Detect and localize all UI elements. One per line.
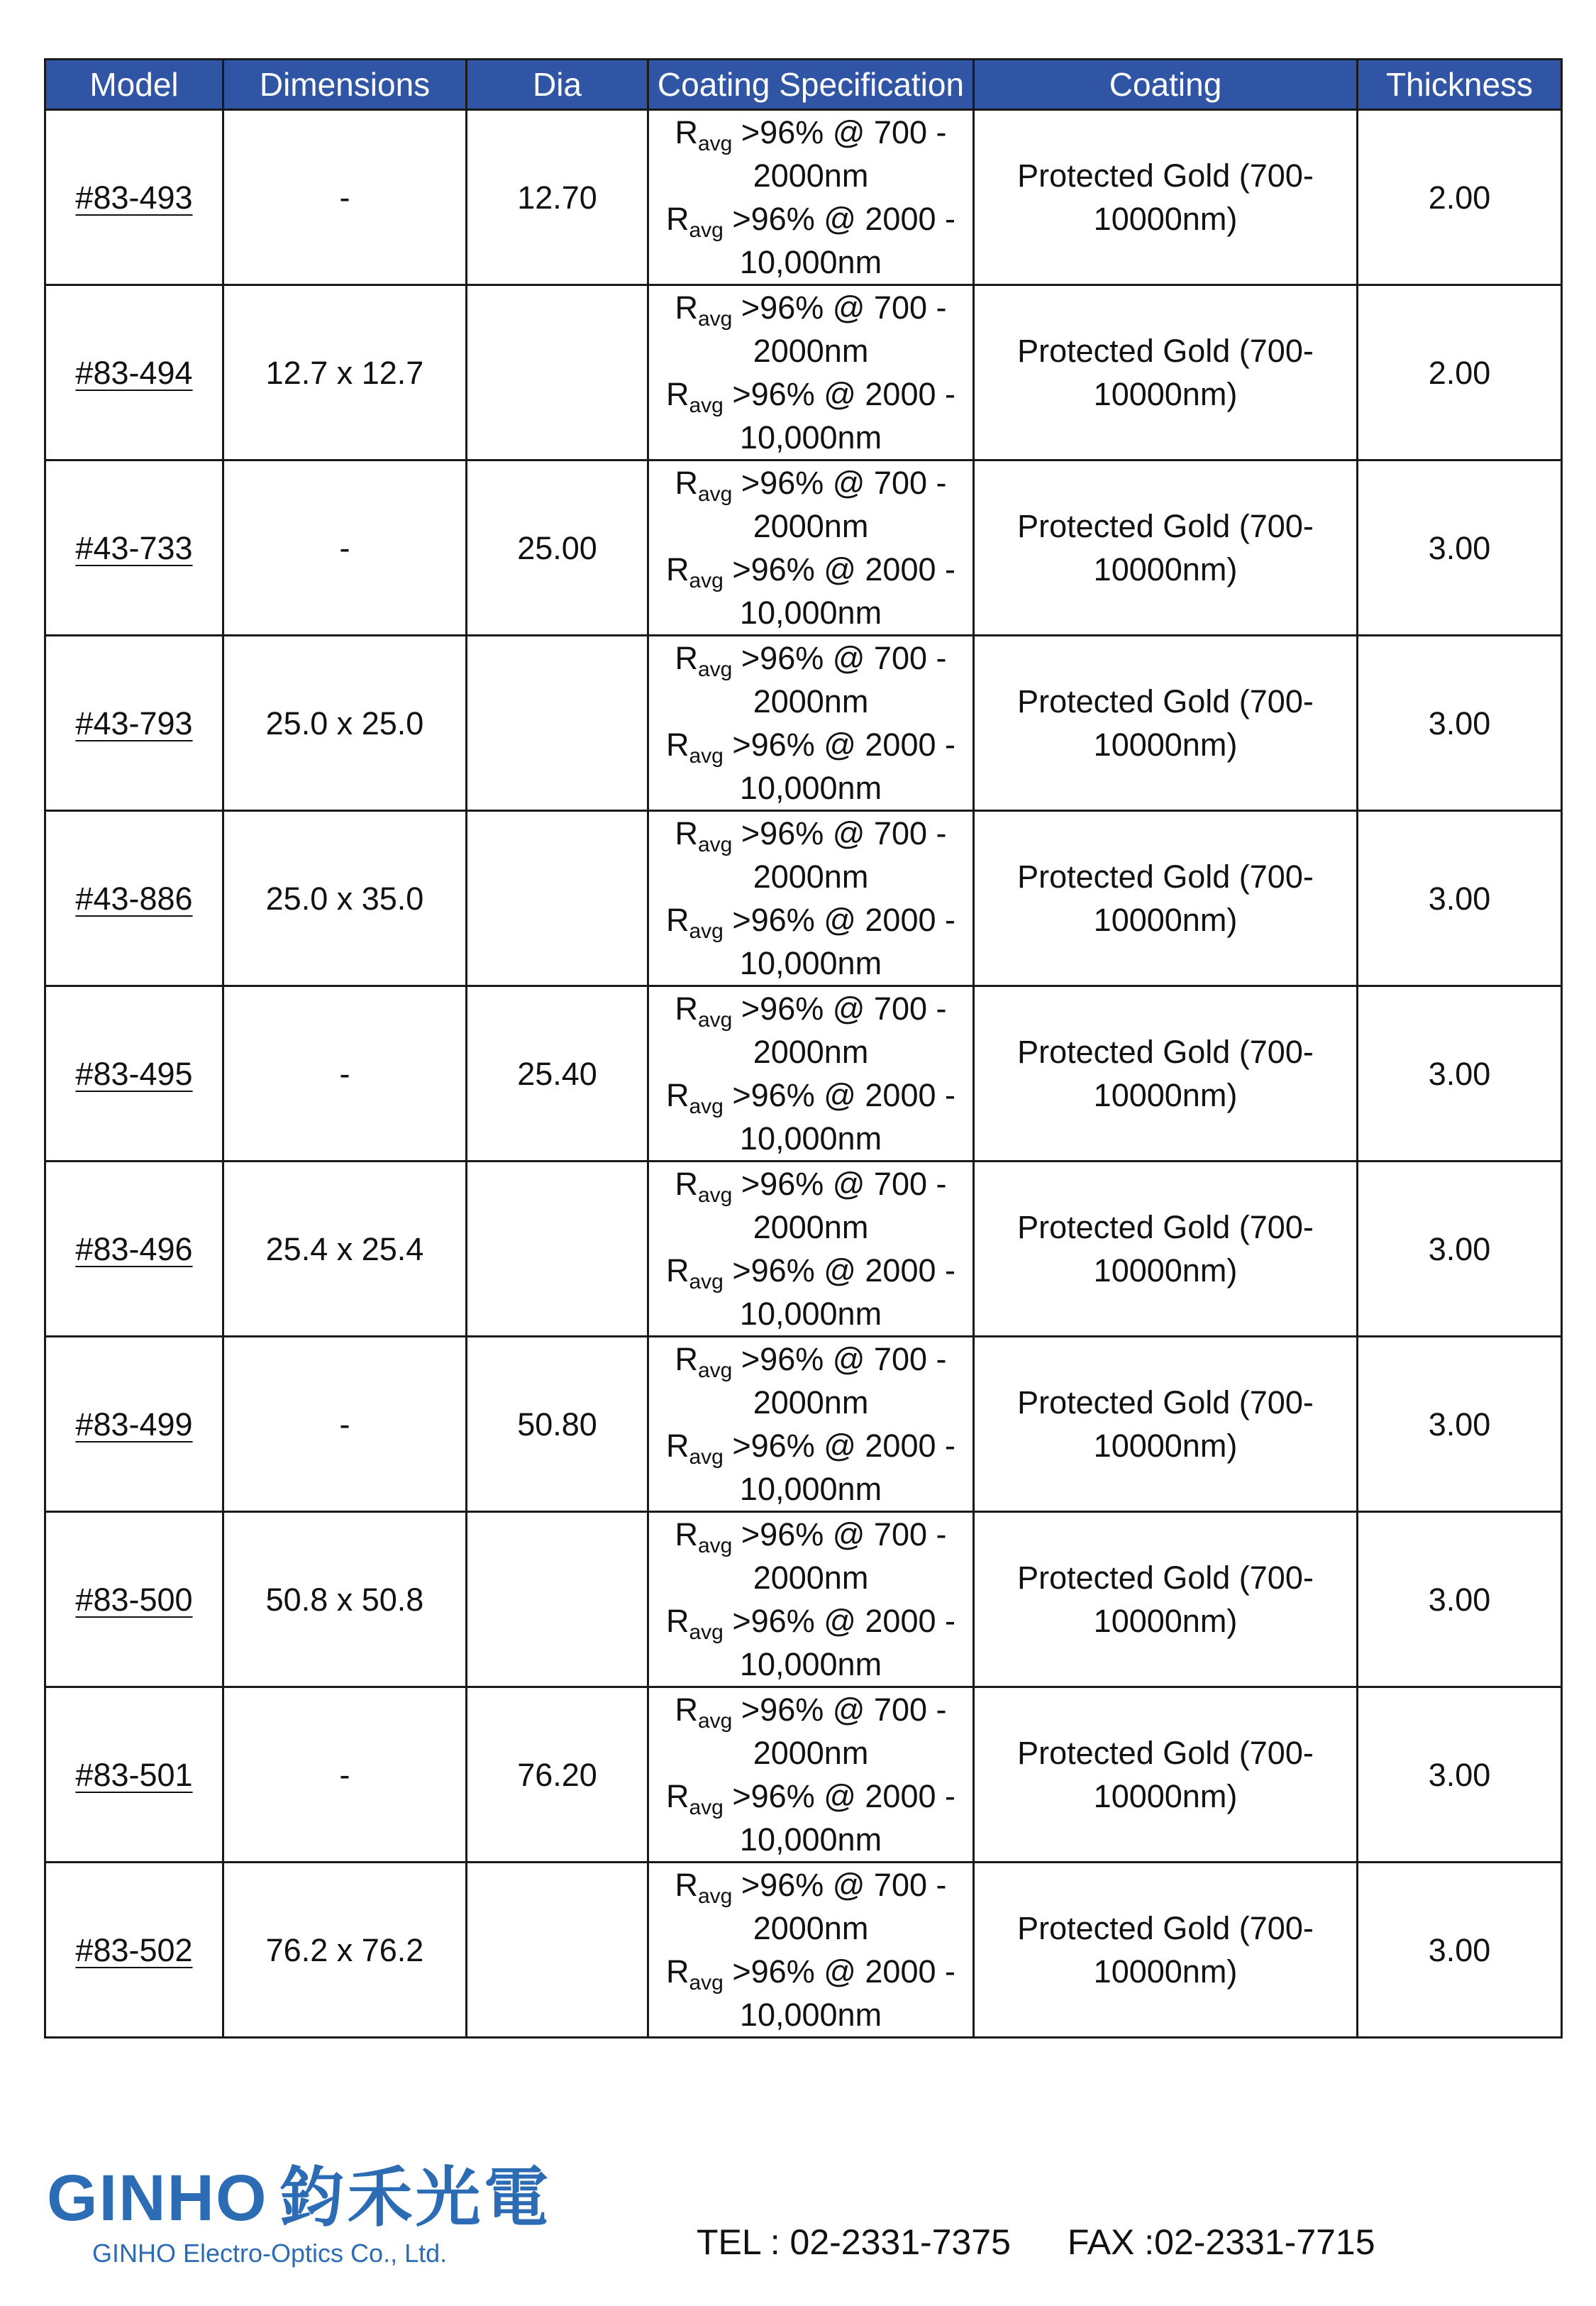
table-row [45, 1162, 1562, 1337]
spec-line [649, 1688, 972, 1775]
spec-range-2: >96% @ 2000 - 10,000nm [732, 1953, 956, 2033]
header-dia: Dia [467, 60, 648, 110]
spec-symbol-sub: avg [689, 1621, 724, 1644]
coating-text: Protected Gold (700-10000nm) [1017, 1209, 1314, 1289]
table-row [45, 1687, 1562, 1863]
spec-range-1: >96% @ 700 - 2000nm [741, 289, 947, 369]
spec-range-2: >96% @ 2000 - 10,000nm [732, 551, 956, 631]
spec-symbol-sub: avg [698, 1885, 733, 1908]
cell-dia [467, 1512, 648, 1687]
cell-thickness: 3.00 [1358, 1337, 1562, 1512]
cell-model [45, 1863, 223, 2038]
spec-symbol-sub: avg [698, 482, 733, 506]
cell-coating-spec [648, 1863, 974, 2038]
spec-range-1: >96% @ 700 - 2000nm [741, 640, 947, 719]
spec-symbol-sub: avg [689, 920, 724, 943]
spec-line [649, 1162, 972, 1249]
spec-symbol-sub: avg [689, 744, 724, 768]
spec-symbol: R [675, 640, 698, 676]
cell-dia [467, 1863, 648, 2038]
spec-line [649, 636, 972, 723]
spec-range-1: >96% @ 700 - 2000nm [741, 114, 947, 194]
cell-coating [974, 1337, 1358, 1512]
header-coating-specification: Coating Specification [648, 60, 974, 110]
coating-text: Protected Gold (700-10000nm) [1017, 1910, 1314, 1990]
model-link[interactable]: #83-494 [75, 354, 193, 391]
cell-dia [467, 285, 648, 460]
spec-line [649, 548, 972, 634]
cell-dia: 25.00 [467, 460, 648, 636]
cell-model [45, 811, 223, 986]
spec-line [649, 1950, 972, 2036]
spec-line [649, 373, 972, 459]
spec-symbol-sub: avg [698, 1534, 733, 1557]
coating-text: Protected Gold (700-10000nm) [1017, 1560, 1314, 1639]
cell-thickness: 3.00 [1358, 1162, 1562, 1337]
spec-range-2: >96% @ 2000 - 10,000nm [732, 1428, 956, 1507]
cell-thickness: 3.00 [1358, 636, 1562, 811]
spec-range-1: >96% @ 700 - 2000nm [741, 1692, 947, 1771]
spec-symbol: R [675, 991, 698, 1027]
spec-range-2: >96% @ 2000 - 10,000nm [732, 902, 956, 981]
spec-symbol: R [675, 1516, 698, 1552]
spec-range-1: >96% @ 700 - 2000nm [741, 991, 947, 1070]
fax-number: FAX :02-2331-7715 [1067, 2222, 1375, 2262]
spec-line [649, 1249, 972, 1335]
model-link[interactable]: #83-493 [75, 179, 193, 216]
logo-chinese-name: 鈞禾光電 [279, 2162, 552, 2234]
cell-thickness: 3.00 [1358, 811, 1562, 986]
spec-symbol-sub: avg [698, 1008, 733, 1032]
table-row [45, 986, 1562, 1162]
table-row [45, 1337, 1562, 1512]
spec-symbol-sub: avg [689, 394, 724, 417]
spec-symbol: R [665, 727, 689, 763]
spec-line [649, 723, 972, 810]
contact-info [697, 2222, 1375, 2262]
cell-model [45, 636, 223, 811]
cell-coating-spec [648, 986, 974, 1162]
cell-coating-spec [648, 285, 974, 460]
spec-line [649, 1513, 972, 1599]
logo-text: GINHO [47, 2162, 268, 2234]
cell-coating [974, 811, 1358, 986]
cell-thickness: 3.00 [1358, 1687, 1562, 1863]
spec-line [649, 987, 972, 1074]
cell-dimensions: 50.8 x 50.8 [223, 1512, 467, 1687]
spec-symbol-sub: avg [689, 569, 724, 592]
logo-mark [47, 2162, 552, 2234]
cell-dimensions: - [223, 110, 467, 285]
cell-coating-spec [648, 460, 974, 636]
spec-line [649, 1337, 972, 1424]
spec-symbol: R [665, 1603, 689, 1639]
cell-dia: 12.70 [467, 110, 648, 285]
spec-symbol-sub: avg [698, 1709, 733, 1733]
spec-range-1: >96% @ 700 - 2000nm [741, 1341, 947, 1420]
cell-coating-spec [648, 1687, 974, 1863]
coating-text: Protected Gold (700-10000nm) [1017, 1735, 1314, 1814]
model-link[interactable]: #43-886 [75, 880, 193, 917]
table-row [45, 285, 1562, 460]
spec-line [649, 1074, 972, 1160]
spec-line [649, 898, 972, 985]
telephone: TEL : 02-2331-7375 [697, 2222, 1011, 2262]
coating-text: Protected Gold (700-10000nm) [1017, 859, 1314, 938]
cell-model [45, 285, 223, 460]
spec-symbol: R [665, 1428, 689, 1464]
spec-range-2: >96% @ 2000 - 10,000nm [732, 727, 956, 806]
model-link[interactable]: #83-502 [75, 1931, 193, 1968]
cell-thickness: 3.00 [1358, 1863, 1562, 2038]
cell-dimensions: 25.0 x 25.0 [223, 636, 467, 811]
cell-dia [467, 1162, 648, 1337]
spec-range-2: >96% @ 2000 - 10,000nm [732, 201, 956, 280]
model-link[interactable]: #43-793 [75, 705, 193, 741]
cell-dimensions: - [223, 460, 467, 636]
cell-thickness: 3.00 [1358, 1512, 1562, 1687]
cell-coating [974, 460, 1358, 636]
cell-model [45, 110, 223, 285]
spec-symbol-sub: avg [689, 219, 724, 242]
table-row [45, 1512, 1562, 1687]
spec-symbol: R [675, 1166, 698, 1202]
spec-symbol-sub: avg [698, 1359, 733, 1382]
cell-dimensions: 76.2 x 76.2 [223, 1863, 467, 2038]
cell-coating-spec [648, 1162, 974, 1337]
cell-coating [974, 1687, 1358, 1863]
cell-coating-spec [648, 1512, 974, 1687]
spec-range-1: >96% @ 700 - 2000nm [741, 1166, 947, 1245]
spec-symbol: R [675, 815, 698, 851]
model-link[interactable]: #43-733 [75, 529, 193, 566]
cell-model [45, 1512, 223, 1687]
cell-dia: 76.20 [467, 1687, 648, 1863]
spec-line [649, 1599, 972, 1686]
cell-model [45, 460, 223, 636]
model-link[interactable]: #83-499 [75, 1406, 193, 1442]
spec-range-2: >96% @ 2000 - 10,000nm [732, 1077, 956, 1157]
cell-coating [974, 285, 1358, 460]
cell-coating [974, 1512, 1358, 1687]
cell-dimensions: - [223, 986, 467, 1162]
cell-dia [467, 811, 648, 986]
cell-thickness: 3.00 [1358, 986, 1562, 1162]
spec-symbol: R [675, 1341, 698, 1377]
cell-model [45, 1162, 223, 1337]
cell-dia: 25.40 [467, 986, 648, 1162]
cell-dimensions: 12.7 x 12.7 [223, 285, 467, 460]
spec-symbol: R [665, 376, 689, 412]
spec-range-1: >96% @ 700 - 2000nm [741, 815, 947, 895]
spec-symbol: R [675, 1867, 698, 1903]
spec-line [649, 1775, 972, 1861]
spec-symbol: R [665, 1077, 689, 1113]
spec-symbol-sub: avg [698, 132, 733, 155]
header-coating: Coating [974, 60, 1358, 110]
spec-range-2: >96% @ 2000 - 10,000nm [732, 376, 956, 456]
spec-symbol-sub: avg [698, 1184, 733, 1207]
logo-company-name: GINHO Electro-Optics Co., Ltd. [92, 2239, 448, 2268]
cell-dimensions: - [223, 1687, 467, 1863]
spec-symbol: R [665, 1252, 689, 1289]
spec-range-2: >96% @ 2000 - 10,000nm [732, 1778, 956, 1858]
cell-model [45, 986, 223, 1162]
model-link[interactable]: #83-496 [75, 1230, 193, 1267]
spec-line [649, 1863, 972, 1950]
spec-line [649, 111, 972, 197]
cell-coating [974, 110, 1358, 285]
spec-range-1: >96% @ 700 - 2000nm [741, 1516, 947, 1596]
company-logo [47, 2162, 600, 2272]
spec-symbol: R [675, 1692, 698, 1728]
spec-line [649, 1424, 972, 1511]
model-link[interactable]: #83-500 [75, 1581, 193, 1618]
spec-symbol: R [665, 1778, 689, 1814]
spec-symbol: R [665, 902, 689, 938]
spec-symbol: R [665, 201, 689, 237]
spec-symbol-sub: avg [698, 833, 733, 856]
cell-coating-spec [648, 110, 974, 285]
cell-thickness: 2.00 [1358, 285, 1562, 460]
cell-thickness: 3.00 [1358, 460, 1562, 636]
spec-symbol-sub: avg [698, 658, 733, 681]
spec-symbol: R [665, 1953, 689, 1990]
spec-symbol-sub: avg [689, 1270, 724, 1293]
cell-coating [974, 1162, 1358, 1337]
spec-symbol-sub: avg [689, 1095, 724, 1118]
cell-dimensions: - [223, 1337, 467, 1512]
table-row [45, 1863, 1562, 2038]
cell-dimensions: 25.4 x 25.4 [223, 1162, 467, 1337]
cell-coating-spec [648, 1337, 974, 1512]
coating-text: Protected Gold (700-10000nm) [1017, 508, 1314, 587]
product-spec-table [44, 58, 1563, 2039]
spec-range-2: >96% @ 2000 - 10,000nm [732, 1603, 956, 1682]
spec-line [649, 286, 972, 373]
table-row [45, 636, 1562, 811]
coating-text: Protected Gold (700-10000nm) [1017, 683, 1314, 763]
model-link[interactable]: #83-495 [75, 1055, 193, 1092]
model-link[interactable]: #83-501 [75, 1756, 193, 1793]
spec-range-1: >96% @ 700 - 2000nm [741, 465, 947, 544]
cell-coating-spec [648, 811, 974, 986]
spec-symbol-sub: avg [689, 1445, 724, 1469]
coating-text: Protected Gold (700-10000nm) [1017, 158, 1314, 237]
spec-symbol: R [665, 551, 689, 587]
spec-symbol: R [675, 289, 698, 326]
cell-coating-spec [648, 636, 974, 811]
spec-symbol-sub: avg [698, 307, 733, 331]
spec-line [649, 812, 972, 898]
cell-dimensions: 25.0 x 35.0 [223, 811, 467, 986]
cell-dia: 50.80 [467, 1337, 648, 1512]
table-row [45, 460, 1562, 636]
spec-range-2: >96% @ 2000 - 10,000nm [732, 1252, 956, 1332]
table-row [45, 110, 1562, 285]
header-thickness: Thickness [1358, 60, 1562, 110]
spec-symbol-sub: avg [689, 1971, 724, 1995]
coating-text: Protected Gold (700-10000nm) [1017, 333, 1314, 412]
coating-text: Protected Gold (700-10000nm) [1017, 1384, 1314, 1464]
cell-dia [467, 636, 648, 811]
cell-model [45, 1337, 223, 1512]
header-dimensions: Dimensions [223, 60, 467, 110]
cell-thickness: 2.00 [1358, 110, 1562, 285]
spec-symbol: R [675, 465, 698, 501]
cell-model [45, 1687, 223, 1863]
cell-coating [974, 1863, 1358, 2038]
header-model: Model [45, 60, 223, 110]
spec-symbol: R [675, 114, 698, 150]
spec-symbol-sub: avg [689, 1796, 724, 1819]
cell-coating [974, 986, 1358, 1162]
cell-coating [974, 636, 1358, 811]
coating-text: Protected Gold (700-10000nm) [1017, 1034, 1314, 1113]
spec-line [649, 461, 972, 548]
table-header-row [45, 60, 1562, 110]
table-row [45, 811, 1562, 986]
spec-range-1: >96% @ 700 - 2000nm [741, 1867, 947, 1946]
spec-line [649, 197, 972, 284]
